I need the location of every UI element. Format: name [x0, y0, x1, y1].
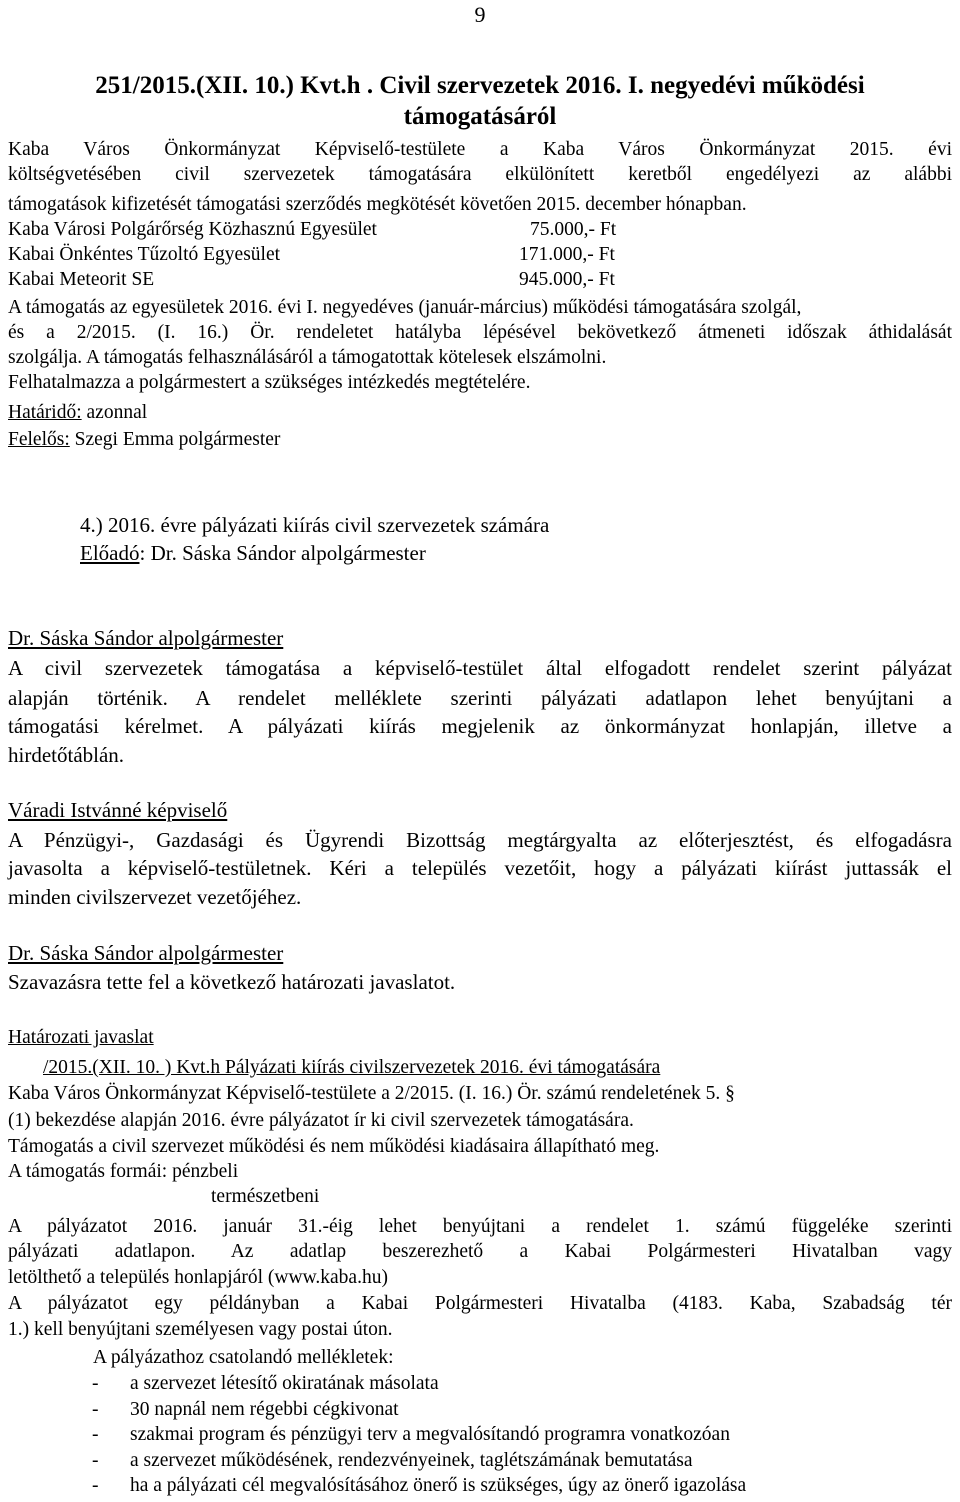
speaker-name: Váradi Istvánné képviselő	[8, 798, 228, 822]
intro-line: költségvetésében civil szervezetek támogatására elkülönített keretből engedélyezi az alábbi	[8, 164, 952, 185]
purpose-line: A támogatás az egyesületek 2016. évi I. negyedéves (január-március) működési támogatására szolgál,	[8, 297, 802, 318]
agenda-item: 4.) 2016. évre pályázati kiírás civil szervezetek számára	[80, 513, 550, 537]
speech-line: Szavazásra tette fel a következő határozati javaslatot.	[8, 970, 456, 994]
speech-line: A civil szervezetek támogatása a képviselő-testület által elfogadott rendelet szerint pályázat	[8, 656, 952, 680]
proposal-line: A támogatás formái: pénzbeli	[8, 1161, 239, 1182]
proposal-line: pályázati adatlapon. Az adatlap beszerezhető a Kabai Polgármesteri Hivatalban vagy	[8, 1241, 952, 1262]
deadline-label: Határidő:	[8, 402, 82, 423]
speaker-name: Dr. Sáska Sándor alpolgármester	[8, 941, 284, 965]
proposal-line: Támogatás a civil szervezet működési és nem működési kiadásaira állapítható meg.	[8, 1136, 660, 1157]
presenter-label: Előadó	[80, 541, 140, 565]
grant-name: Kaba Városi Polgárőrség Közhasznú Egyesület	[8, 219, 377, 240]
proposal-line: letölthető a település honlapjáról (www.kaba.hu)	[8, 1267, 388, 1288]
grant-row	[8, 268, 952, 292]
support-form: természetbeni	[211, 1186, 320, 1207]
proposal-line: A pályázatot 2016. január 31.-éig lehet benyújtani a rendelet 1. számú függeléke szerinti	[8, 1216, 952, 1237]
grant-name: Kabai Önkéntes Tűzoltó Egyesület	[8, 244, 281, 265]
proposal-line: 1.) kell benyújtani személyesen vagy postai úton.	[8, 1319, 393, 1340]
proposal-line: (1) bekezdése alapján 2016. évre pályázatot ír ki civil szervezetek támogatására.	[8, 1110, 634, 1131]
list-item-text: a szervezet létesítő okiratának másolata	[130, 1373, 439, 1394]
resolution-title-line-1: 251/2015.(XII. 10.) Kvt.h . Civil szervezetek 2016. I. negyedévi működési	[95, 72, 865, 99]
speech-line: hirdetőtáblán.	[8, 743, 125, 767]
deadline-value: azonnal	[81, 402, 148, 423]
grant-row	[8, 243, 952, 267]
resolution-title-line-2: támogatásáról	[403, 103, 557, 130]
speech-line: javasolta a képviselő-testületnek. Kéri a település vezetőit, hogy a pályázati kiírást juttassák el	[8, 856, 952, 880]
speech-line: támogatási kérelmet. A pályázati kiírás megjelenik az önkormányzat honlapján, illetve a	[8, 714, 952, 738]
bullet: -	[92, 1399, 99, 1420]
proposal-title: /2015.(XII. 10. ) Kvt.h Pályázati kiírás civilszervezetek 2016. évi támogatására	[43, 1057, 661, 1078]
bullet: -	[92, 1373, 99, 1394]
purpose-line: szolgálja. A támogatás felhasználásáról a támogatottak kötelesek elszámolni.	[8, 347, 607, 368]
attachments-heading: A pályázathoz csatolandó mellékletek:	[93, 1347, 394, 1368]
proposal-line: Kaba Város Önkormányzat Képviselő-testülete a 2/2015. (I. 16.) Ör. számú rendeletének 5. §	[8, 1083, 735, 1104]
intro-line: Kaba Város Önkormányzat Képviselő-testülete a Kaba Város Önkormányzat 2015. évi	[8, 139, 952, 160]
agenda-presenter	[80, 541, 952, 565]
bullet: -	[92, 1475, 99, 1496]
responsible-label: Felelős:	[8, 429, 70, 450]
page-number: 9	[474, 2, 486, 27]
purpose-line: Felhatalmazza a polgármestert a szükséges intézkedés megtételére.	[8, 372, 531, 393]
list-item-text: szakmai program és pénzügyi terv a megvalósítandó programra vonatkozóan	[130, 1424, 730, 1445]
grant-amount: 171.000,- Ft	[519, 244, 615, 265]
grant-name: Kabai Meteorit SE	[8, 269, 155, 290]
bullet: -	[92, 1424, 99, 1445]
list-item-text: ha a pályázati cél megvalósításához önerő is szükséges, úgy az önerő igazolása	[130, 1475, 747, 1496]
speaker-name: Dr. Sáska Sándor alpolgármester	[8, 626, 284, 650]
speech-line: minden civilszervezet vezetőjéhez.	[8, 885, 302, 909]
list-item-text: 30 napnál nem régebbi cégkivonat	[130, 1399, 399, 1420]
speech-line: A Pénzügyi-, Gazdasági és Ügyrendi Bizottság megtárgyalta az előterjesztést, és elfogadásra	[8, 828, 952, 852]
responsible-value: Szegi Emma polgármester	[69, 429, 281, 450]
deadline-line	[8, 401, 952, 425]
speech-line: alapján történik. A rendelet melléklete szerinti pályázati adatlapon lehet benyújtani a	[8, 686, 952, 710]
list-item-text: a szervezet működésének, rendezvényeinek, taglétszámának bemutatása	[130, 1450, 693, 1471]
grant-row	[8, 218, 952, 242]
grant-amount: 75.000,- Ft	[530, 219, 617, 240]
responsible-line	[8, 428, 952, 452]
bullet: -	[92, 1450, 99, 1471]
presenter-value: : Dr. Sáska Sándor alpolgármester	[139, 541, 426, 565]
grant-amount: 945.000,- Ft	[519, 269, 615, 290]
proposal-line: A pályázatot egy példányban a Kabai Polgármesteri Hivatalba (4183. Kaba, Szabadság tér	[8, 1293, 952, 1314]
purpose-line: és a 2/2015. (I. 16.) Ör. rendeletet hatályba lépésével bekövetkező átmeneti időszak áthidalását	[8, 322, 952, 343]
proposal-heading: Határozati javaslat	[8, 1027, 154, 1048]
intro-line: támogatások kifizetését támogatási szerződés megkötését követően 2015. december hónapban.	[8, 194, 747, 215]
